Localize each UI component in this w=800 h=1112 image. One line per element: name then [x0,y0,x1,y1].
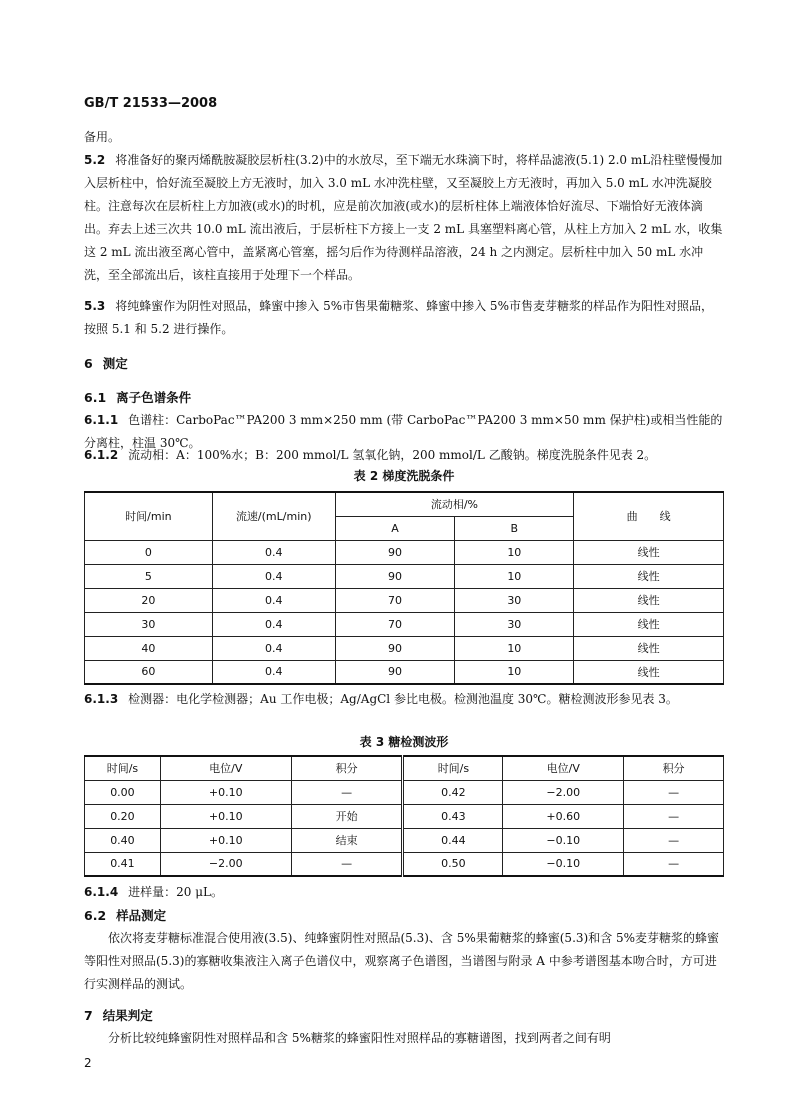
section-number: 6.2 [84,908,107,923]
table-cell: 线性 [574,564,724,588]
table-cell: 0 [85,540,213,564]
section-number: 6.1.1 [84,413,119,427]
section-5-3 [84,295,724,341]
table-cell: — [624,804,724,828]
table-cell: — [624,852,724,876]
section-number: 5.2 [84,153,106,167]
header-time: 时间/min [85,492,213,540]
table-cell: −2.00 [160,852,291,876]
table-row [85,540,724,564]
table-cell: 70 [335,588,455,612]
table-cell: 0.50 [403,852,503,876]
table-cell: 开始 [291,804,403,828]
section-6-1-2 [84,444,724,467]
section-6-2-text: 依次将麦芽糖标准混合使用液(3.5)、纯蜂蜜阴性对照品(5.3)、含 5%果葡糖浆的蜂蜜(5.3)和含 5%麦芽糖浆的蜂蜜等阳性对照品(5.3)的寡糖收集液注入离子色谱仪中，观察离子色谱图，当谱图与附录 A 中参考谱图基本吻合时，方可进行实测样品的测试。 [84,931,720,991]
table-cell: 90 [335,564,455,588]
table-header-row [85,756,724,780]
section-6-heading [84,352,724,375]
table-header-cell: 时间/s [403,756,503,780]
table-cell: 30 [455,588,574,612]
section-number: 5.3 [84,299,106,313]
section-7-heading [84,1004,724,1027]
section-number: 6.1.4 [84,885,119,899]
section-text: 流动相：A：100%水；B：200 mmol/L 氢氧化钠，200 mmol/L 乙酸钠。梯度洗脱条件见表 2。 [128,448,657,462]
table-row [85,588,724,612]
table-header-cell: 电位/V [503,756,624,780]
table-cell: — [291,852,403,876]
table-cell: 90 [335,636,455,660]
table-cell: 90 [335,540,455,564]
table-cell: 10 [455,564,574,588]
section-title: 离子色谱条件 [116,390,192,405]
table-row [85,828,724,852]
table-header-cell: 积分 [291,756,403,780]
table-cell: 结束 [291,828,403,852]
table-cell: −2.00 [503,780,624,804]
standard-number-header: GB/T 21533—2008 [84,96,218,111]
table-cell: 5 [85,564,213,588]
table-cell: +0.10 [160,828,291,852]
table-cell: 30 [455,612,574,636]
table-cell: 60 [85,660,213,684]
table-cell: −0.10 [503,828,624,852]
section-text: 检测器：电化学检测器；Au 工作电极；Ag/AgCl 参比电极。检测池温度 30℃。糖检测波形参见表 3。 [128,692,678,706]
page-number: 2 [84,1056,92,1070]
table-cell: 0.4 [212,564,335,588]
table-row [85,612,724,636]
section-6-1-heading [84,386,724,409]
table-cell: 90 [335,660,455,684]
section-title: 样品测定 [116,908,167,923]
section-5-2 [84,149,724,287]
section-text: 色谱柱：CarboPac™PA200 3 mm×250 mm (带 CarboPac™PA200 3 mm×50 mm 保护柱)或相当性能的分离柱，柱温 30℃。 [84,413,723,450]
table-cell: 10 [455,540,574,564]
table-cell: 0.4 [212,660,335,684]
table-cell: 0.4 [212,612,335,636]
table-cell: 20 [85,588,213,612]
table-2-gradient-conditions [84,491,724,685]
table-cell: −0.10 [503,852,624,876]
table-cell: 0.4 [212,636,335,660]
table-cell: 0.42 [403,780,503,804]
header-curve: 曲 线 [574,492,724,540]
section-title: 测定 [102,356,128,371]
table-row [85,564,724,588]
table-cell: 0.4 [212,540,335,564]
table-cell: — [291,780,403,804]
header-b: B [455,516,574,540]
section-6-2-heading [84,904,724,927]
section-number: 6.1 [84,390,107,405]
table-header-cell: 时间/s [85,756,161,780]
table-cell: +0.10 [160,780,291,804]
table-row [85,636,724,660]
section-title: 结果判定 [102,1008,153,1023]
table-3-caption: 表 3 糖检测波形 [359,735,449,749]
table-cell: 10 [455,636,574,660]
table-cell: 30 [85,612,213,636]
intro-line: 备用。 [84,130,121,144]
section-6-1-3 [84,688,724,711]
table-header-cell: 积分 [624,756,724,780]
table-row [85,660,724,684]
header-a: A [335,516,455,540]
section-6-1-4 [84,881,724,904]
section-text: 进样量：20 μL。 [128,885,224,899]
section-text: 将准备好的聚丙烯酰胺凝胶层析柱(3.2)中的水放尽，至下端无水珠滴下时，将样品滤液(5.1) 2.0 mL沿柱壁慢慢加入层析柱中，恰好流至凝胶上方无液时，加入 3.0 mL 水冲洗柱壁，又至凝胶上方无液时，再加入 5.0 mL 水冲洗凝胶柱。注意每次在层析柱上方加液(或水)的时机，应是前次加液(或水)的层析柱体上端液体恰好流尽、下端恰好无液体滴出。弃去上述三次共 10.0 mL 流出液后，于层析柱下方接上一支 2 mL 具塞塑料离心管，从柱上方加入 2 mL 水，收集这 2 mL 流出液至离心管中，盖紧离心管塞，摇匀后作为待测样品溶液，24 h 之内测定。层析柱中加入 50 mL 水冲洗，至全部流出后，该柱直接用于处理下一个样品。 [84,153,723,282]
table-cell: 0.44 [403,828,503,852]
table-cell: 0.40 [85,828,161,852]
table-cell: — [624,828,724,852]
table-cell: +0.10 [160,804,291,828]
table-cell: 0.43 [403,804,503,828]
header-flow-rate: 流速/(mL/min) [212,492,335,540]
table-cell: 0.20 [85,804,161,828]
table-cell: 0.41 [85,852,161,876]
table-row [85,852,724,876]
table-cell: 70 [335,612,455,636]
table-cell: +0.60 [503,804,624,828]
table-cell: 0.00 [85,780,161,804]
table-cell: 线性 [574,612,724,636]
table-cell: 0.4 [212,588,335,612]
table-cell: 线性 [574,540,724,564]
section-number: 6 [84,356,93,371]
table-cell: 线性 [574,660,724,684]
section-number: 7 [84,1008,93,1023]
table-header-cell: 电位/V [160,756,291,780]
table-3-detection-waveform [84,755,724,877]
table-cell: 线性 [574,636,724,660]
section-number: 6.1.3 [84,692,119,706]
table-2-caption: 表 2 梯度洗脱条件 [353,469,455,483]
section-number: 6.1.2 [84,448,119,462]
table-row [85,804,724,828]
table-cell: 10 [455,660,574,684]
table-cell: 线性 [574,588,724,612]
table-cell: 40 [85,636,213,660]
table-cell: — [624,780,724,804]
section-text: 将纯蜂蜜作为阴性对照品，蜂蜜中掺入 5%市售果葡糖浆、蜂蜜中掺入 5%市售麦芽糖浆的样品作为阳性对照品，按照 5.1 和 5.2 进行操作。 [84,299,713,336]
table-row [85,780,724,804]
section-7-text: 分析比较纯蜂蜜阴性对照样品和含 5%糖浆的蜂蜜阳性对照样品的寡糖谱图，找到两者之间有明 [108,1031,611,1045]
header-mobile-phase: 流动相/% [335,492,574,516]
